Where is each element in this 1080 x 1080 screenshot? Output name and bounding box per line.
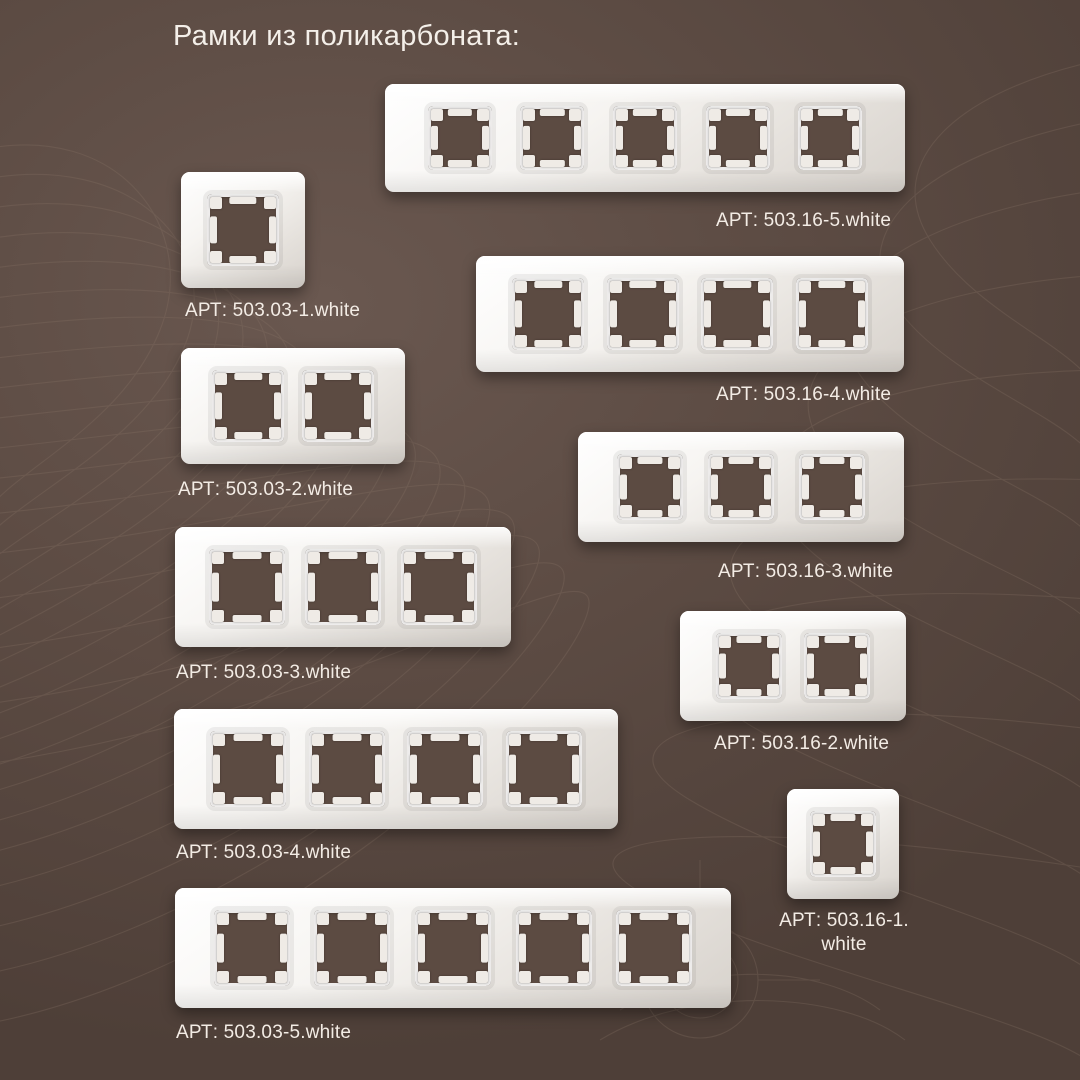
frame-aperture <box>210 731 286 807</box>
mounting-clip <box>404 610 416 622</box>
mounting-clip <box>482 126 489 150</box>
frame-aperture <box>516 910 592 986</box>
mounting-clip <box>269 427 281 439</box>
mounting-clip <box>215 373 227 385</box>
mounting-clip <box>819 510 844 517</box>
mounting-clip <box>662 155 674 167</box>
mounting-clip <box>473 755 480 784</box>
mounting-clip <box>523 126 530 150</box>
mounting-clip <box>818 160 842 167</box>
mounting-clip <box>704 300 711 327</box>
mounting-clip <box>215 392 222 419</box>
mounting-clip <box>481 934 488 963</box>
mounting-clip <box>664 335 676 347</box>
mounting-clip <box>234 734 263 741</box>
product-caption: АРТ: 503.03-3.white <box>176 662 352 683</box>
mounting-clip <box>235 373 262 380</box>
frame-aperture <box>617 454 683 520</box>
mounting-clip <box>711 505 723 517</box>
mounting-clip <box>719 636 731 648</box>
product-caption: АРТ: 503.03-4.white <box>176 842 352 863</box>
mounting-clip <box>819 457 844 464</box>
mounting-clip <box>767 636 779 648</box>
frame-1-post[interactable] <box>181 172 305 288</box>
mounting-clip <box>404 573 411 602</box>
mounting-clip <box>577 971 589 983</box>
mounting-clip <box>210 251 222 263</box>
frame-aperture <box>428 106 492 170</box>
frame-1-post[interactable] <box>787 789 899 899</box>
product-caption: АРТ: 503.16-2.white <box>714 733 890 754</box>
mounting-clip <box>275 913 287 925</box>
mounting-clip <box>317 913 329 925</box>
mounting-clip <box>509 734 521 746</box>
mounting-clip <box>640 913 669 920</box>
mounting-clip <box>664 281 676 293</box>
mounting-clip <box>572 755 579 784</box>
mounting-clip <box>515 300 522 327</box>
mounting-clip <box>425 615 454 622</box>
mounting-clip <box>760 126 767 150</box>
mounting-clip <box>637 457 662 464</box>
mounting-clip <box>725 160 749 167</box>
mounting-clip <box>523 155 535 167</box>
frame-aperture <box>701 278 773 350</box>
frame-aperture <box>706 106 770 170</box>
mounting-clip <box>719 653 726 678</box>
mounting-clip <box>772 653 779 678</box>
mounting-clip <box>270 610 282 622</box>
mounting-clip <box>215 427 227 439</box>
mounting-clip <box>633 160 657 167</box>
mounting-clip <box>275 971 287 983</box>
mounting-clip <box>410 755 417 784</box>
mounting-clip <box>539 976 568 983</box>
frame-aperture <box>798 106 862 170</box>
mounting-clip <box>308 610 320 622</box>
frame-aperture <box>716 633 782 699</box>
mounting-clip <box>619 971 631 983</box>
mounting-clip <box>229 197 256 204</box>
mounting-clip <box>317 971 329 983</box>
mounting-clip <box>763 300 770 327</box>
mounting-clip <box>669 300 676 327</box>
mounting-clip <box>519 934 526 963</box>
mounting-clip <box>677 913 689 925</box>
mounting-clip <box>668 505 680 517</box>
mounting-clip <box>439 976 468 983</box>
mounting-clip <box>418 934 425 963</box>
mounting-clip <box>855 474 862 499</box>
mounting-clip <box>709 126 716 150</box>
mounting-clip <box>332 734 361 741</box>
mounting-clip <box>366 552 378 564</box>
mounting-clip <box>535 281 562 288</box>
mounting-clip <box>338 913 367 920</box>
mounting-clip <box>719 684 731 696</box>
mounting-clip <box>758 281 770 293</box>
mounting-clip <box>830 814 855 821</box>
mounting-clip <box>755 109 767 121</box>
product-caption: АРТ: 503.16-5.white <box>716 210 892 231</box>
mounting-clip <box>852 126 859 150</box>
mounting-clip <box>858 300 865 327</box>
mounting-clip <box>477 155 489 167</box>
mounting-clip <box>217 934 224 963</box>
mounting-clip <box>813 862 825 874</box>
product-caption: АРТ: 503.03-1.white <box>185 300 361 321</box>
mounting-clip <box>519 913 531 925</box>
mounting-clip <box>210 197 222 209</box>
mounting-clip <box>233 552 262 559</box>
mounting-clip <box>824 689 849 696</box>
mounting-clip <box>629 340 656 347</box>
mounting-clip <box>312 734 324 746</box>
mounting-clip <box>359 427 371 439</box>
mounting-clip <box>640 976 669 983</box>
frame-aperture <box>209 549 285 625</box>
mounting-clip <box>229 256 256 263</box>
mounting-clip <box>574 126 581 150</box>
mounting-clip <box>711 457 723 469</box>
frame-aperture <box>607 278 679 350</box>
mounting-clip <box>213 755 220 784</box>
mounting-clip <box>616 109 628 121</box>
mounting-clip <box>850 505 862 517</box>
mounting-clip <box>662 109 674 121</box>
mounting-clip <box>535 340 562 347</box>
mounting-clip <box>764 474 771 499</box>
mounting-clip <box>824 636 849 643</box>
mounting-clip <box>807 653 814 678</box>
frame-aperture <box>810 811 876 877</box>
mounting-clip <box>235 432 262 439</box>
mounting-clip <box>305 373 317 385</box>
mounting-clip <box>620 505 632 517</box>
mounting-clip <box>375 913 387 925</box>
mounting-clip <box>468 734 480 746</box>
mounting-clip <box>723 340 750 347</box>
mounting-clip <box>370 792 382 804</box>
mounting-clip <box>448 109 472 116</box>
mounting-clip <box>801 155 813 167</box>
mounting-clip <box>312 755 319 784</box>
mounting-clip <box>305 392 312 419</box>
mounting-clip <box>728 510 753 517</box>
mounting-clip <box>515 281 527 293</box>
mounting-clip <box>853 335 865 347</box>
mounting-clip <box>711 474 718 499</box>
frame-aperture <box>506 731 582 807</box>
mounting-clip <box>620 457 632 469</box>
mounting-clip <box>807 636 819 648</box>
frame-aperture <box>305 549 381 625</box>
mounting-clip <box>677 971 689 983</box>
mounting-clip <box>802 474 809 499</box>
frame-aperture <box>401 549 477 625</box>
product-caption: АРТ: 503.16-3.white <box>718 561 894 582</box>
mounting-clip <box>574 300 581 327</box>
mounting-clip <box>462 610 474 622</box>
mounting-clip <box>448 160 472 167</box>
mounting-clip <box>540 160 564 167</box>
mounting-clip <box>410 734 422 746</box>
mounting-clip <box>620 474 627 499</box>
mounting-clip <box>410 792 422 804</box>
mounting-clip <box>847 155 859 167</box>
mounting-clip <box>682 934 689 963</box>
frame-aperture <box>512 278 584 350</box>
mounting-clip <box>668 457 680 469</box>
mounting-clip <box>217 913 229 925</box>
mounting-clip <box>813 814 825 826</box>
mounting-clip <box>431 734 460 741</box>
mounting-clip <box>799 281 811 293</box>
mounting-clip <box>759 457 771 469</box>
mounting-clip <box>616 155 628 167</box>
frame-aperture <box>804 633 870 699</box>
mounting-clip <box>755 155 767 167</box>
mounting-clip <box>813 831 820 856</box>
frame-4-post[interactable] <box>476 256 904 372</box>
mounting-clip <box>577 913 589 925</box>
mounting-clip <box>476 913 488 925</box>
mounting-clip <box>767 684 779 696</box>
mounting-clip <box>540 109 564 116</box>
frame-aperture <box>212 370 284 442</box>
frame-aperture <box>415 910 491 986</box>
mounting-clip <box>725 109 749 116</box>
mounting-clip <box>233 615 262 622</box>
mounting-clip <box>234 797 263 804</box>
mounting-clip <box>264 251 276 263</box>
mounting-clip <box>418 971 430 983</box>
mounting-clip <box>476 971 488 983</box>
mounting-clip <box>728 457 753 464</box>
mounting-clip <box>523 109 535 121</box>
mounting-clip <box>212 610 224 622</box>
mounting-clip <box>431 126 438 150</box>
mounting-clip <box>807 684 819 696</box>
frame-3-post[interactable] <box>175 527 511 647</box>
mounting-clip <box>280 934 287 963</box>
mounting-clip <box>569 281 581 293</box>
mounting-clip <box>276 755 283 784</box>
mounting-clip <box>264 197 276 209</box>
mounting-clip <box>633 109 657 116</box>
mounting-clip <box>308 552 320 564</box>
mounting-clip <box>847 109 859 121</box>
mounting-clip <box>418 913 430 925</box>
mounting-clip <box>425 552 454 559</box>
mounting-clip <box>629 281 656 288</box>
mounting-clip <box>619 913 631 925</box>
mounting-clip <box>616 126 623 150</box>
mounting-clip <box>509 792 521 804</box>
mounting-clip <box>217 971 229 983</box>
mounting-clip <box>359 373 371 385</box>
mounting-clip <box>610 300 617 327</box>
mounting-clip <box>439 913 468 920</box>
mounting-clip <box>736 689 761 696</box>
mounting-clip <box>802 505 814 517</box>
mounting-clip <box>667 126 674 150</box>
mounting-clip <box>324 373 351 380</box>
mounting-clip <box>213 792 225 804</box>
mounting-clip <box>582 934 589 963</box>
frame-aperture <box>520 106 584 170</box>
frame-aperture <box>309 731 385 807</box>
mounting-clip <box>329 552 358 559</box>
mounting-clip <box>271 734 283 746</box>
mounting-clip <box>855 684 867 696</box>
mounting-clip <box>269 216 276 243</box>
frame-aperture <box>708 454 774 520</box>
mounting-clip <box>619 934 626 963</box>
frame-aperture <box>207 194 279 266</box>
mounting-clip <box>375 971 387 983</box>
mounting-clip <box>308 573 315 602</box>
mounting-clip <box>431 109 443 121</box>
mounting-clip <box>853 281 865 293</box>
mounting-clip <box>759 505 771 517</box>
mounting-clip <box>758 335 770 347</box>
mounting-clip <box>237 976 266 983</box>
mounting-clip <box>818 109 842 116</box>
mounting-clip <box>329 615 358 622</box>
mounting-clip <box>338 976 367 983</box>
mounting-clip <box>569 335 581 347</box>
mounting-clip <box>801 126 808 150</box>
mounting-clip <box>799 300 806 327</box>
mounting-clip <box>802 457 814 469</box>
product-caption: АРТ: 503.16-4.white <box>716 384 892 405</box>
frame-2-post[interactable] <box>181 348 405 464</box>
mounting-clip <box>317 934 324 963</box>
mounting-clip <box>569 155 581 167</box>
frame-4-post[interactable] <box>174 709 618 829</box>
mounting-clip <box>477 109 489 121</box>
frame-aperture <box>302 370 374 442</box>
mounting-clip <box>274 392 281 419</box>
mounting-clip <box>723 281 750 288</box>
mounting-clip <box>275 573 282 602</box>
mounting-clip <box>324 432 351 439</box>
mounting-clip <box>431 797 460 804</box>
mounting-clip <box>799 335 811 347</box>
mounting-clip <box>212 552 224 564</box>
mounting-clip <box>637 510 662 517</box>
mounting-clip <box>366 610 378 622</box>
mounting-clip <box>213 734 225 746</box>
mounting-clip <box>704 281 716 293</box>
mounting-clip <box>704 335 716 347</box>
mounting-clip <box>529 734 558 741</box>
mounting-clip <box>312 792 324 804</box>
mounting-clip <box>431 155 443 167</box>
mounting-clip <box>404 552 416 564</box>
product-caption: АРТ: 503.03-5.white <box>176 1022 352 1043</box>
product-caption: АРТ: 503.03-2.white <box>178 479 354 500</box>
mounting-clip <box>673 474 680 499</box>
mounting-clip <box>509 755 516 784</box>
frame-aperture <box>616 910 692 986</box>
product-caption: АРТ: 503.16-1. white <box>779 910 909 955</box>
mounting-clip <box>364 392 371 419</box>
mounting-clip <box>818 281 845 288</box>
frame-5-post[interactable] <box>175 888 731 1008</box>
mounting-clip <box>371 573 378 602</box>
mounting-clip <box>567 792 579 804</box>
mounting-clip <box>305 427 317 439</box>
mounting-clip <box>237 913 266 920</box>
mounting-clip <box>468 792 480 804</box>
mounting-clip <box>519 971 531 983</box>
mounting-clip <box>801 109 813 121</box>
mounting-clip <box>515 335 527 347</box>
frame-aperture <box>796 278 868 350</box>
frame-aperture <box>799 454 865 520</box>
mounting-clip <box>569 109 581 121</box>
mounting-clip <box>610 281 622 293</box>
mounting-clip <box>850 457 862 469</box>
mounting-clip <box>866 831 873 856</box>
mounting-clip <box>861 814 873 826</box>
mounting-clip <box>529 797 558 804</box>
frame-3-post[interactable] <box>578 432 904 542</box>
frame-5-post[interactable] <box>385 84 905 192</box>
mounting-clip <box>332 797 361 804</box>
mounting-clip <box>380 934 387 963</box>
mounting-clip <box>269 373 281 385</box>
mounting-clip <box>270 552 282 564</box>
mounting-clip <box>736 636 761 643</box>
mounting-clip <box>375 755 382 784</box>
mounting-clip <box>860 653 867 678</box>
frame-2-post[interactable] <box>680 611 906 721</box>
mounting-clip <box>539 913 568 920</box>
mounting-clip <box>709 155 721 167</box>
mounting-clip <box>271 792 283 804</box>
mounting-clip <box>610 335 622 347</box>
mounting-clip <box>709 109 721 121</box>
mounting-clip <box>462 552 474 564</box>
mounting-clip <box>567 734 579 746</box>
mounting-clip <box>818 340 845 347</box>
mounting-clip <box>370 734 382 746</box>
frame-aperture <box>314 910 390 986</box>
mounting-clip <box>210 216 217 243</box>
frame-aperture <box>214 910 290 986</box>
page-title: Рамки из поликарбоната: <box>173 20 521 52</box>
frame-aperture <box>613 106 677 170</box>
mounting-clip <box>861 862 873 874</box>
mounting-clip <box>212 573 219 602</box>
mounting-clip <box>830 867 855 874</box>
mounting-clip <box>467 573 474 602</box>
frame-aperture <box>407 731 483 807</box>
mounting-clip <box>855 636 867 648</box>
